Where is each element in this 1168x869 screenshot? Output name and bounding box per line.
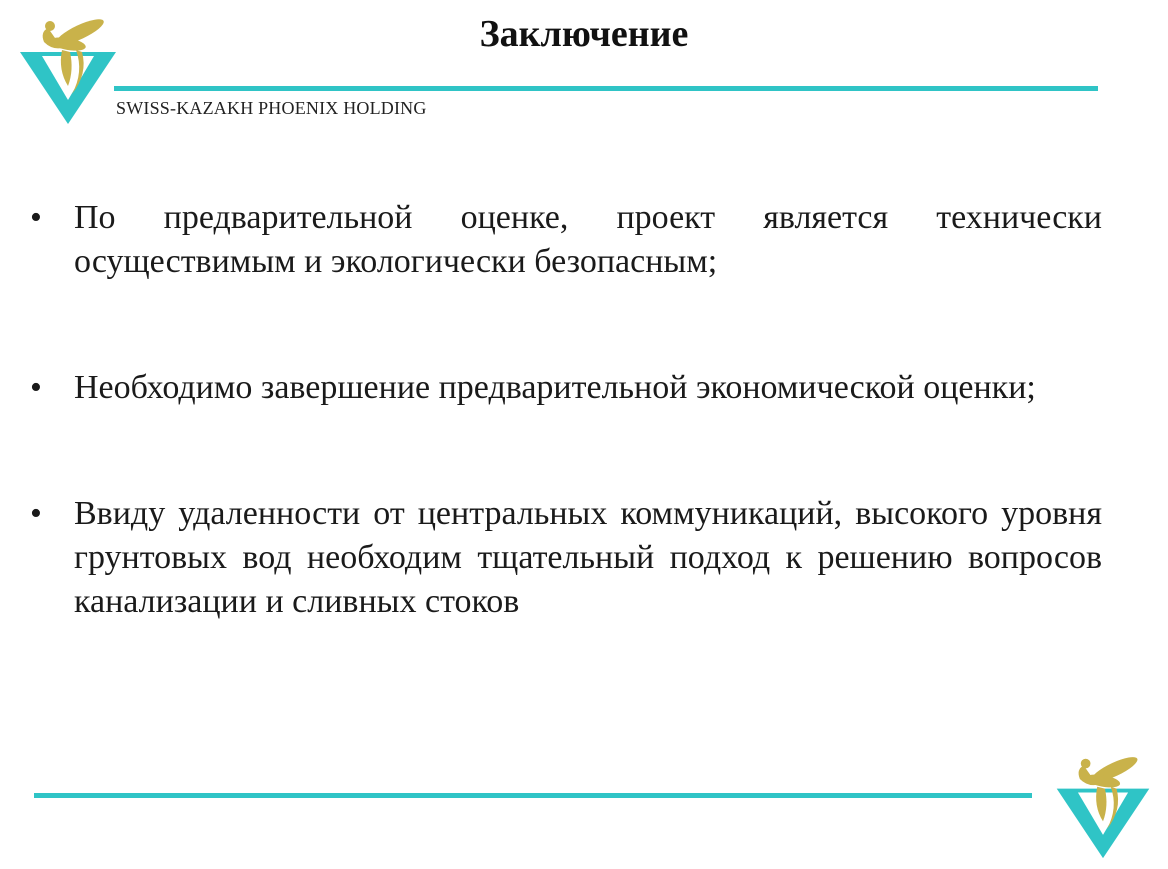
list-item <box>30 196 1102 284</box>
bullet-text: Ввиду удаленности от центральных коммуникаций, высокого уровня грунтовых вод необходим тщательный подход к решению вопросов канализации и сливных стоков <box>74 495 1102 620</box>
list-item <box>30 366 1102 410</box>
company-name: SWISS-KAZAKH PHOENIX HOLDING <box>116 98 427 118</box>
footer-divider <box>34 793 1032 798</box>
header-divider <box>114 86 1098 91</box>
bullet-text: Необходимо завершение предварительной экономической оценки; <box>74 369 1036 406</box>
bullet-dot: • <box>30 495 42 532</box>
bullet-dot: • <box>30 199 42 236</box>
phoenix-v-logo-icon <box>1054 752 1152 860</box>
list-item <box>30 492 1102 624</box>
bullet-text: По предварительной оценке, проект является технически осуществимым и экологически безопасным; <box>74 199 1102 280</box>
bullet-dot: • <box>30 369 42 406</box>
conclusion-list <box>30 196 1102 624</box>
page-title: Заключение <box>479 13 689 55</box>
